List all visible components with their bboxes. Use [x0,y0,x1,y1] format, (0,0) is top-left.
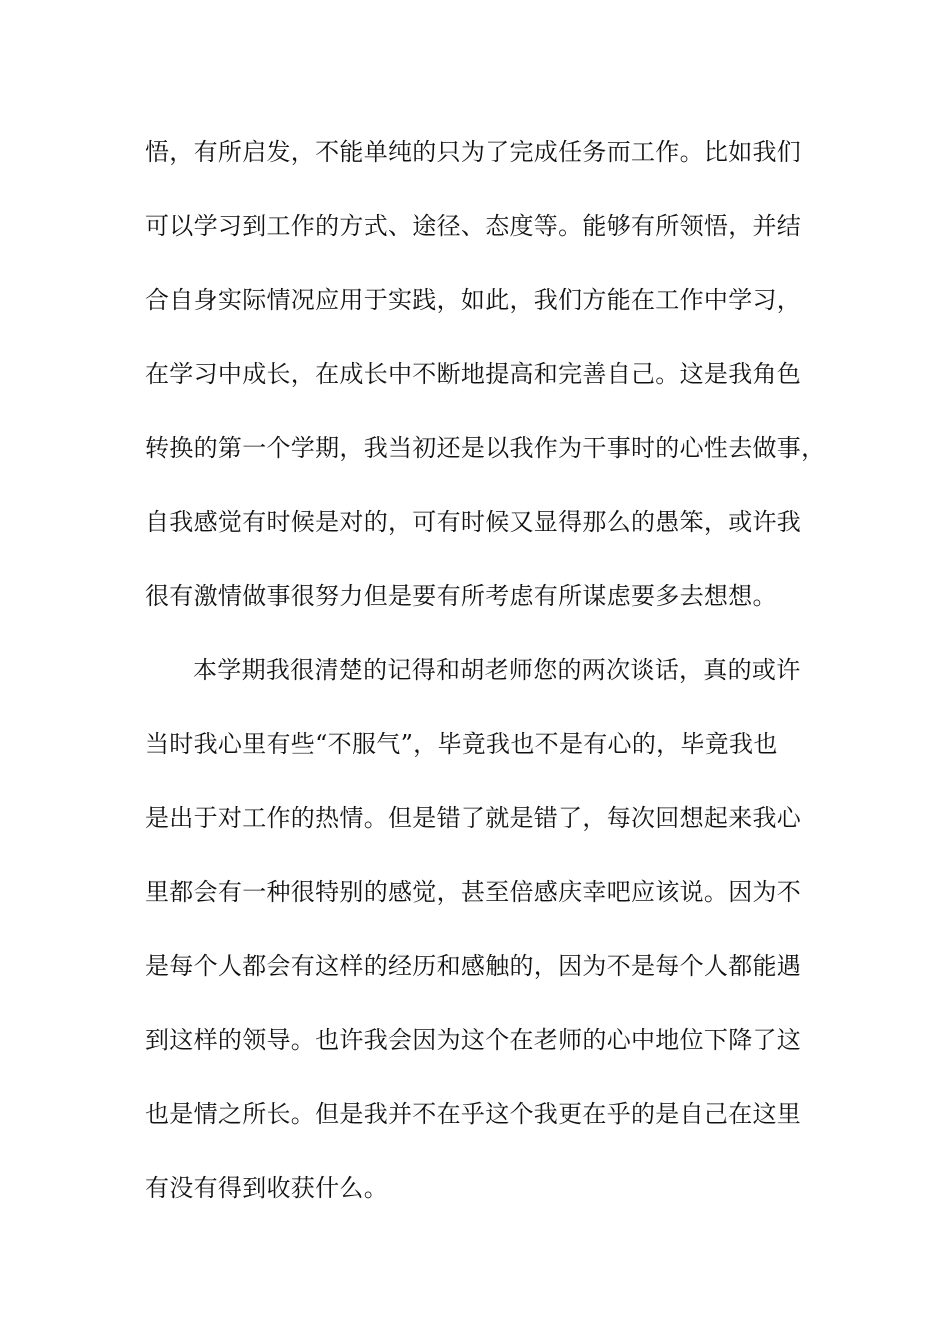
text-line: 很有激情做事很努力但是要有所考虑有所谋虑要多去想想。 [145,582,777,610]
text-line: 自我感觉有时候是对的，可有时候又显得那么的愚笨，或许我 [145,508,802,536]
text-line: 里都会有一种很特别的感觉，甚至倍感庆幸吧应该说。因为不 [145,878,802,906]
text-line: 有没有得到收获什么。 [145,1174,388,1202]
paragraph-first-line: 本学期我很清楚的记得和胡老师您的两次谈话，真的或许 [193,656,801,684]
text-line: 合自身实际情况应用于实践，如此，我们方能在工作中学习， [145,286,802,314]
text-line: 可以学习到工作的方式、途径、态度等。能够有所领悟，并结 [145,212,802,240]
text-line: 也是情之所长。但是我并不在乎这个我更在乎的是自己在这里 [145,1100,802,1128]
text-line: 到这样的领导。也许我会因为这个在老师的心中地位下降了这 [145,1026,802,1054]
text-line: 是出于对工作的热情。但是错了就是错了，每次回想起来我心 [145,804,802,832]
text-line: 是每个人都会有这样的经历和感触的，因为不是每个人都能遇 [145,952,802,980]
text-line: 当时我心里有些“不服气”，毕竟我也不是有心的，毕竟我也 [145,730,778,758]
text-line: 在学习中成长，在成长中不断地提高和完善自己。这是我角色 [145,360,802,388]
text-line: 悟，有所启发，不能单纯的只为了完成任务而工作。比如我们 [145,138,802,166]
text-line: 转换的第一个学期，我当初还是以我作为干事时的心性去做事， [145,434,826,462]
